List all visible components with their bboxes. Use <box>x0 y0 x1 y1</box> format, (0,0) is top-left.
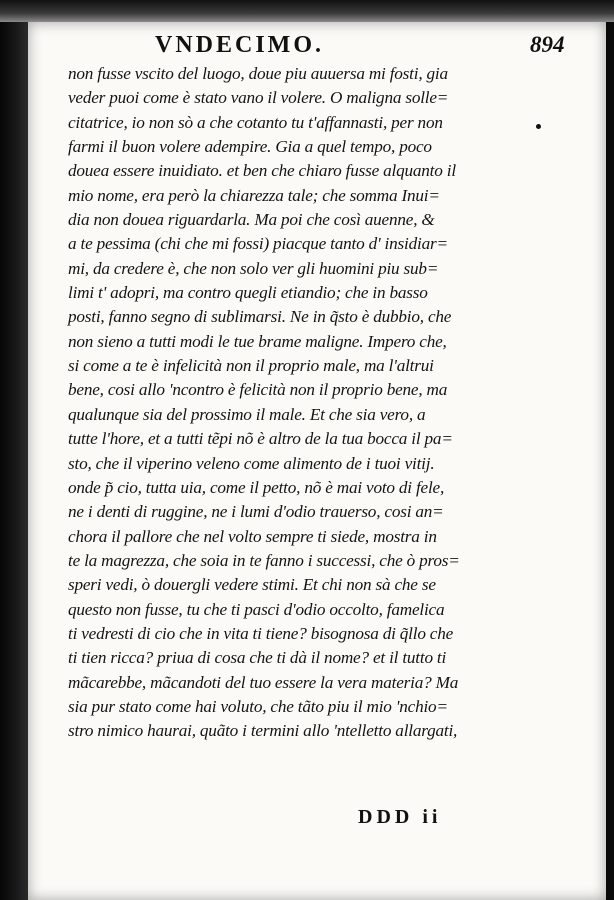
text-line: posti, fanno segno di sublimarsi. Ne in q̃sto è dubbio, che <box>68 307 452 327</box>
text-line: mio nome, era però la chiarezza tale; che somma Inui= <box>68 185 440 205</box>
text-line: veder puoi come è stato vano il volere. O maligna solle= <box>68 88 449 108</box>
text-line: sia pur stato come hai voluto, che tãto piu il mio 'nchio= <box>68 696 448 716</box>
text-line: questo non fusse, tu che ti pasci d'odio occolto, famelica <box>68 599 445 619</box>
text-line: mãcarebbe, mãcandoti del tuo essere la vera materia? Ma <box>68 672 459 692</box>
page-top-edge <box>0 0 614 22</box>
book-gutter-edge <box>0 0 28 900</box>
text-line: speri vedi, ò douergli vedere stimi. Et chi non sà che se <box>68 575 436 595</box>
text-line: ne i denti di ruggine, ne i lumi d'odio trauerso, cosi an= <box>68 502 444 522</box>
text-line: chora il pallore che nel volto sempre ti siede, mostra in <box>68 526 437 546</box>
text-line: si come a te è infelicità non il proprio male, ma l'altrui <box>68 356 434 376</box>
text-line: sto, che il viperino veleno come alimento de i tuoi vitij. <box>68 453 435 473</box>
margin-mark <box>536 124 541 129</box>
text-line: tutte l'hore, et a tutti tẽpi nõ è altro de la tua bocca il pa= <box>68 429 453 449</box>
body-text <box>68 62 498 744</box>
running-head: VNDECIMO. <box>155 32 324 58</box>
text-line: ti tien ricca? priua di cosa che ti dà il nome? et il tutto ti <box>68 648 447 668</box>
text-line: douea essere inuidiato. et ben che chiaro fusse alquanto il <box>68 161 456 181</box>
text-line: limi t' adopri, ma contro quegli etiandio; che in basso <box>68 283 428 303</box>
text-line: a te pessima (chi che mi fossi) piacque tanto d' insidiar= <box>68 234 448 254</box>
text-line: non sieno a tutti modi le tue brame maligne. Impero che, <box>68 331 447 351</box>
signature-mark: DDD ii <box>358 806 442 828</box>
text-line: ti vedresti di cio che in vita ti tiene? bisognosa di q̃llo che <box>68 623 454 643</box>
text-line: onde p̃ cio, tutta uia, come il petto, nõ è mai voto di fele, <box>68 477 445 497</box>
text-line: dia non douea riguardarla. Ma poi che così auenne, & <box>68 210 435 230</box>
text-line: bene, cosi allo 'ncontro è felicità non il proprio bene, ma <box>68 380 448 400</box>
text-line: stro nimico haurai, quãto i termini allo 'ntelletto allargati, <box>68 721 458 741</box>
text-line: te la magrezza, che soia in te fanno i successi, che ò pros= <box>68 550 460 570</box>
text-line: citatrice, io non sò a che cotanto tu t'affannasti, per non <box>68 112 443 132</box>
text-line: non fusse vscito del luogo, doue piu auuersa mi fosti, gia <box>68 64 448 83</box>
text-line: farmi il buon volere adempire. Gia a quel tempo, poco <box>68 137 432 157</box>
text-line: mi, da credere è, che non solo ver gli huomini piu sub= <box>68 258 439 278</box>
text-line: qualunque sia del prossimo il male. Et che sia vero, a <box>68 404 426 424</box>
page-number: 894 <box>530 32 565 57</box>
